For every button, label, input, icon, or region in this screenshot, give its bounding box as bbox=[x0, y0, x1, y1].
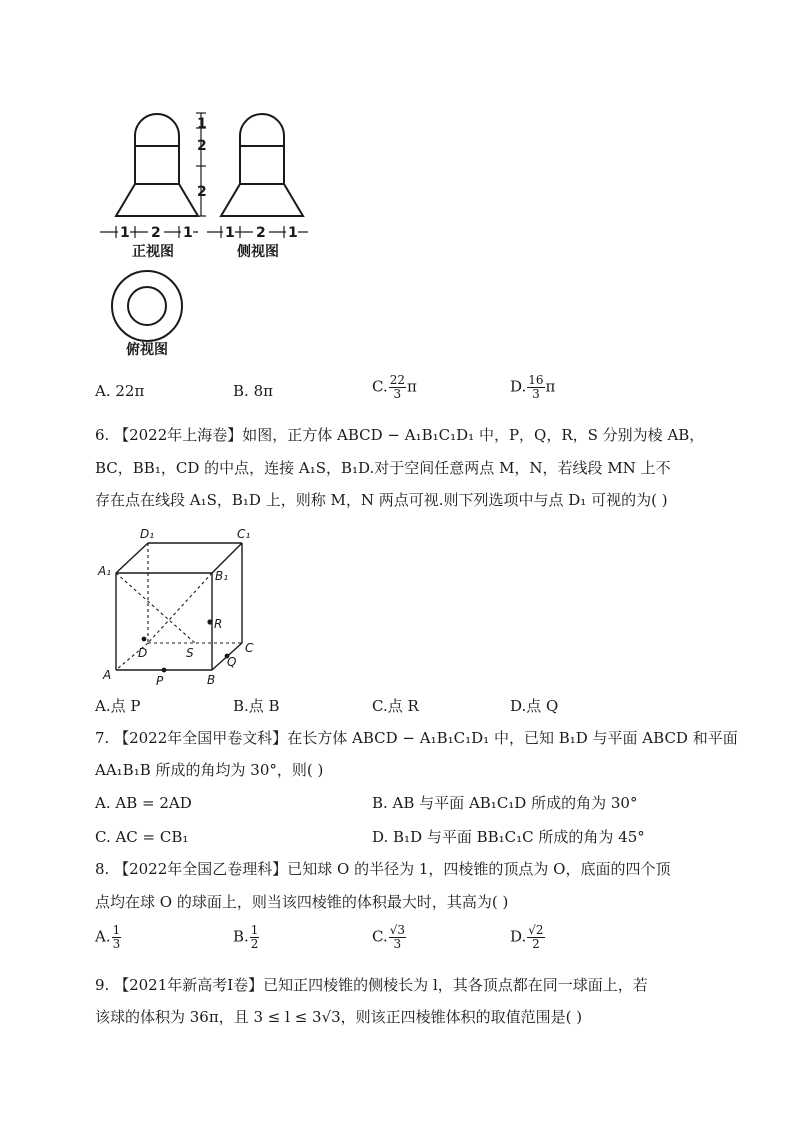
q5-option-c[interactable]: C. $\frac{22}{3}$ π bbox=[372, 373, 417, 401]
dim-h-2: 2 bbox=[151, 225, 161, 241]
q6-option-c[interactable]: C.点 R bbox=[372, 697, 419, 715]
q6-option-a[interactable]: A.点 P bbox=[95, 697, 141, 715]
three-view-figure bbox=[90, 108, 330, 368]
q7-line-2: AA₁B₁B 所成的角均为 30°，则( ) bbox=[95, 761, 324, 779]
q8-line-1: 8. 【2022年全国乙卷理科】已知球 O 的半径为 1，四棱锥的顶点为 O，底面的四个顶 bbox=[95, 860, 671, 878]
front-view bbox=[116, 114, 198, 216]
label-c1: C₁ bbox=[237, 527, 251, 541]
q8-option-c[interactable]: C. $\frac{√3}{3}$ bbox=[372, 923, 405, 951]
label-b1: B₁ bbox=[215, 569, 229, 583]
dim-h-side-3: 1 bbox=[288, 225, 298, 241]
dim-h-side-1: 1 bbox=[225, 225, 235, 241]
label-q: Q bbox=[227, 655, 237, 669]
q7-line-1: 7. 【2022年全国甲卷文科】在长方体 ABCD − A₁B₁C₁D₁ 中，已知 B₁D 与平面 ABCD 和平面 bbox=[95, 729, 738, 747]
dim-v-3: 2 bbox=[197, 184, 207, 200]
dim-h-3: 1 bbox=[183, 225, 193, 241]
q8-option-d[interactable]: D. $\frac{√2}{2}$ bbox=[510, 923, 544, 951]
side-view bbox=[221, 114, 303, 216]
q5-option-a[interactable]: A. 22π bbox=[95, 382, 145, 400]
label-d1: D₁ bbox=[140, 527, 155, 541]
q6-option-b[interactable]: B.点 B bbox=[233, 697, 280, 715]
q8-option-b[interactable]: B. $\frac{1}{2}$ bbox=[233, 923, 259, 951]
label-s: S bbox=[186, 646, 194, 660]
front-view-caption: 正视图 bbox=[132, 244, 174, 260]
label-d: D bbox=[138, 646, 148, 660]
dim-v-1: 1 bbox=[197, 116, 207, 132]
dim-h-side-2: 2 bbox=[256, 225, 266, 241]
q5-option-b[interactable]: B. 8π bbox=[233, 382, 273, 400]
dim-h-1: 1 bbox=[120, 225, 130, 241]
q8-line-2: 点均在球 O 的球面上，则当该四棱锥的体积最大时，其高为( ) bbox=[95, 893, 509, 911]
point-d bbox=[142, 637, 147, 642]
top-view-outer-circle bbox=[112, 271, 182, 341]
q7-option-d[interactable]: D. B₁D 与平面 BB₁C₁C 所成的角为 45° bbox=[372, 828, 645, 846]
label-a: A bbox=[103, 668, 112, 682]
label-b: B bbox=[207, 673, 216, 687]
top-view-inner-circle bbox=[128, 287, 166, 325]
label-r: R bbox=[214, 617, 223, 631]
q6-line-2: BC，BB₁，CD 的中点，连接 A₁S，B₁D.对于空间任意两点 M，N，若线段 MN 上不 bbox=[95, 459, 671, 477]
q7-option-a[interactable]: A. AB = 2AD bbox=[95, 794, 192, 812]
label-c: C bbox=[245, 641, 254, 655]
q9-line-1: 9. 【2021年新高考Ⅰ卷】已知正四棱锥的侧棱长为 l，其各顶点都在同一球面上，若 bbox=[95, 976, 648, 994]
dim-v-2: 2 bbox=[197, 138, 207, 154]
side-view-caption: 侧视图 bbox=[237, 244, 279, 260]
point-r bbox=[207, 619, 212, 624]
q8-option-a[interactable]: A. $\frac{1}{3}$ bbox=[95, 923, 121, 951]
q6-line-3: 存在点在线段 A₁S，B₁D 上，则称 M，N 两点可视.则下列选项中与点 D₁ 可视的为( ) bbox=[95, 491, 668, 509]
q6-option-d[interactable]: D.点 Q bbox=[510, 697, 559, 715]
cube-figure bbox=[92, 525, 272, 690]
q6-line-1: 6. 【2022年上海卷】如图，正方体 ABCD − A₁B₁C₁D₁ 中，P，Q，R，S 分别为棱 AB， bbox=[95, 426, 705, 444]
q7-option-c[interactable]: C. AC = CB₁ bbox=[95, 828, 189, 846]
q7-option-b[interactable]: B. AB 与平面 AB₁C₁D 所成的角为 30° bbox=[372, 794, 638, 812]
top-view-caption: 俯视图 bbox=[126, 342, 168, 358]
q5-option-d[interactable]: D. $\frac{16}{3}$ π bbox=[510, 373, 556, 401]
q9-line-2: 该球的体积为 36π，且 3 ≤ l ≤ 3√3，则该正四棱锥体积的取值范围是( ) bbox=[95, 1008, 583, 1026]
point-p bbox=[162, 668, 167, 673]
label-p: P bbox=[156, 674, 164, 688]
label-a1: A₁ bbox=[98, 564, 112, 578]
